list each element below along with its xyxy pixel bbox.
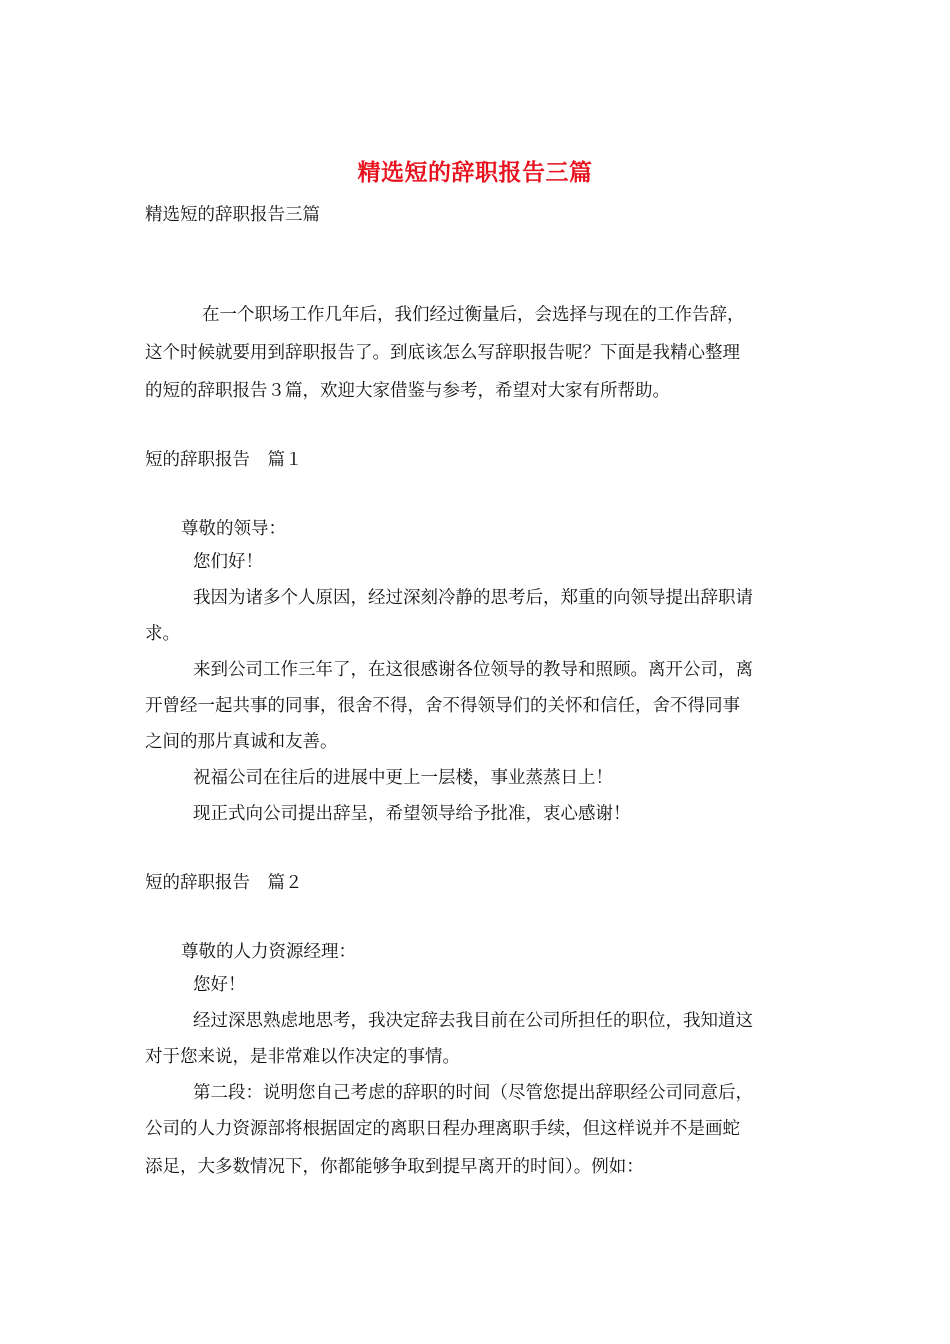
section-2-heading: 短的辞职报告 篇２ <box>145 873 303 893</box>
intro-line-1: 在一个职场工作几年后，我们经过衡量后，会选择与现在的工作告辞， <box>202 305 745 325</box>
section-2-p1-line-1: 经过深思熟虑地思考，我决定辞去我目前在公司所担任的职位，我知道这 <box>193 1011 753 1031</box>
section-1-p1-line-2: 求。 <box>145 624 180 644</box>
intro-line-3: 的短的辞职报告３篇，欢迎大家借鉴与参考，希望对大家有所帮助。 <box>145 381 670 401</box>
section-1-p2-line-3: 之间的那片真诚和友善。 <box>145 732 338 752</box>
section-1-p3: 祝福公司在往后的进展中更上一层楼，事业蒸蒸日上！ <box>193 768 613 788</box>
section-1-heading: 短的辞职报告 篇１ <box>145 450 303 470</box>
section-1-p4: 现正式向公司提出辞呈，希望领导给予批准，衷心感谢！ <box>193 804 631 824</box>
section-2-salutation: 尊敬的人力资源经理： <box>181 942 356 962</box>
section-2-p1-line-2: 对于您来说，是非常难以作决定的事情。 <box>145 1047 460 1067</box>
section-1-p2-line-1: 来到公司工作三年了，在这很感谢各位领导的教导和照顾。离开公司，离 <box>193 660 753 680</box>
section-1-salutation: 尊敬的领导： <box>181 519 286 539</box>
section-2-p2-line-1: 第二段：说明您自己考虑的辞职的时间（尽管您提出辞职经公司同意后， <box>193 1083 753 1103</box>
document-title: 精选短的辞职报告三篇 <box>357 159 593 186</box>
section-2-p2-line-3: 添足，大多数情况下，你都能够争取到提早离开的时间）。例如： <box>145 1157 644 1177</box>
section-1-greeting: 您们好！ <box>193 552 263 572</box>
section-2-greeting: 您好！ <box>193 975 246 995</box>
document-subtitle: 精选短的辞职报告三篇 <box>145 205 320 225</box>
section-2-p2-line-2: 公司的人力资源部将根据固定的离职日程办理离职手续，但这样说并不是画蛇 <box>145 1119 740 1139</box>
section-1-p2-line-2: 开曾经一起共事的同事，很舍不得，舍不得领导们的关怀和信任，舍不得同事 <box>145 696 740 716</box>
section-1-p1-line-1: 我因为诸多个人原因，经过深刻冷静的思考后，郑重的向领导提出辞职请 <box>193 588 753 608</box>
intro-line-2: 这个时候就要用到辞职报告了。到底该怎么写辞职报告呢？下面是我精心整理 <box>145 343 740 363</box>
